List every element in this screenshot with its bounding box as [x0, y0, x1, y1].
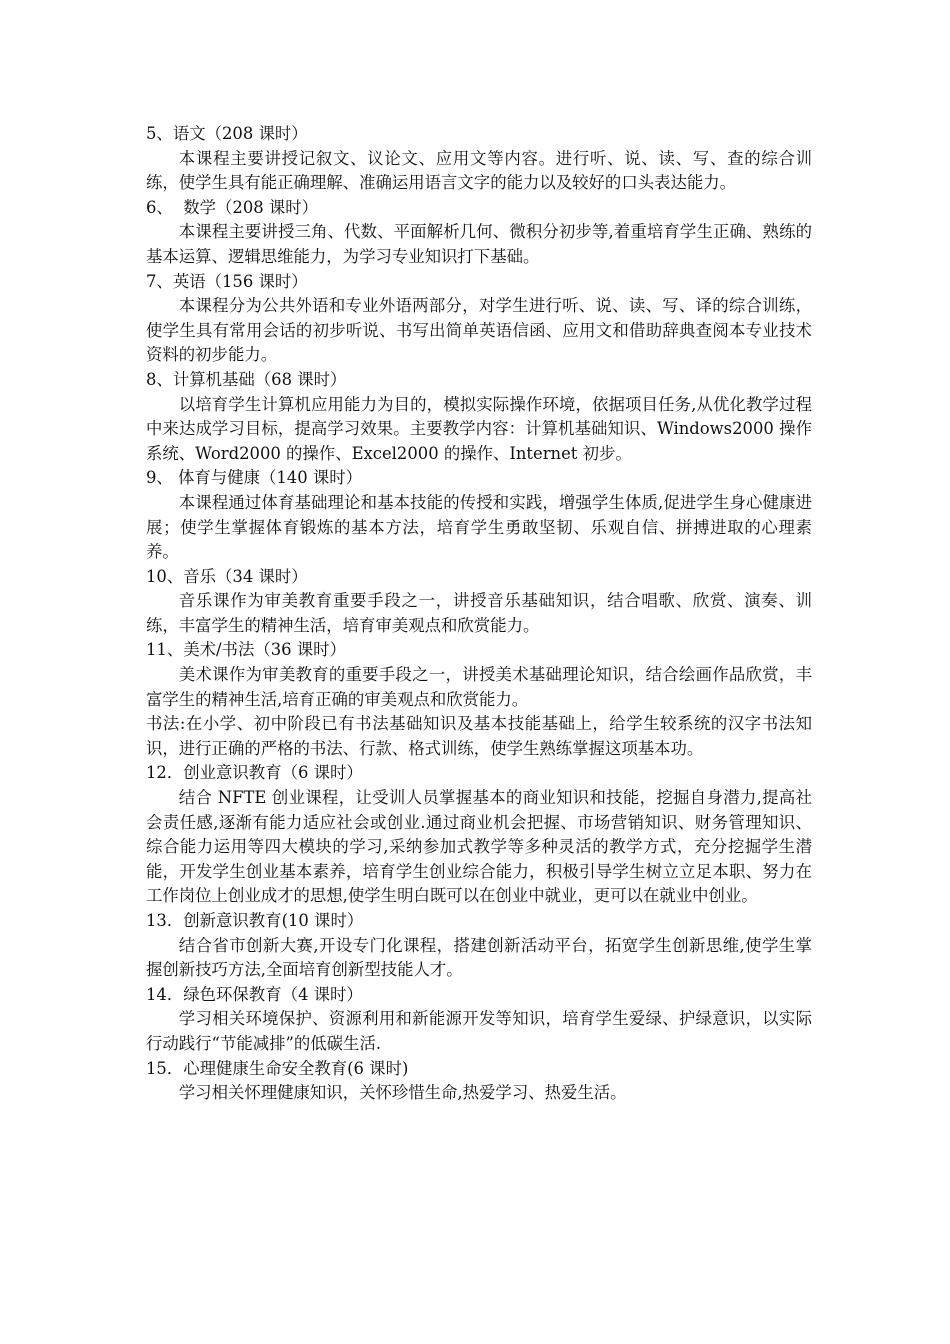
section-body-art: 美术课作为审美教育的重要手段之一，讲授美术基础理论知识，结合绘画作品欣赏，丰富学生的精神生活,培育正确的审美观点和欣赏能力。 — [146, 665, 812, 709]
section-heading-art: 11、美术/书法（36 课时） — [146, 640, 346, 660]
section-body-math: 本课程主要讲授三角、代数、平面解析几何、微积分初步等,着重培育学生正确、熟练的基本运算、逻辑思维能力，为学习专业知识打下基础。 — [146, 222, 812, 266]
section-body-calligraphy: 书法:在小学、初中阶段已有书法基础知识及基本技能基础上，给学生较系统的汉字书法知识，进行正确的严格的书法、行款、格式训练，使学生熟练掌握这项基本功。 — [146, 714, 812, 758]
section-body-pe: 本课程通过体育基础理论和基本技能的传授和实践，增强学生体质,促进学生身心健康进展；使学生掌握体育锻炼的基本方法，培育学生勇敢坚韧、乐观自信、拼搏进取的心理素养。 — [146, 492, 812, 562]
section-heading-music: 10、音乐（34 课时） — [146, 566, 308, 586]
section-heading-computer: 8、计算机基础（68 课时） — [146, 369, 347, 389]
section-body-english: 本课程分为公共外语和专业外语两部分，对学生进行听、说、读、写、译的综合训练，使学生具有常用会话的初步听说、书写出简单英语信函、应用文和借助辞典查阅本专业技术资料的初步能力。 — [146, 296, 812, 365]
section-heading-innovation: 13．创新意识教育(10 课时） — [146, 911, 364, 930]
section-heading-chinese: 5、语文（208 课时） — [146, 124, 308, 143]
section-body-environment: 学习相关环境保护、资源利用和新能源开发等知识，培育学生爱绿、护绿意识，以实际行动践行“节能减排”的低碳生活. — [146, 1009, 812, 1053]
section-heading-entrepreneurship: 12．创业意识教育（6 课时） — [146, 763, 363, 783]
section-heading-pe: 9、 体育与健康（140 课时） — [146, 468, 363, 488]
section-body-computer: 以培育学生计算机应用能力为目的，模拟实际操作环境，依据项目任务,从优化教学过程中来达成学习目标，提高学习效果。主要教学内容：计算机基础知识、Windows2000 操作系统、Word2000 的操作、Excel2000 的操作、Internet 初步。 — [146, 394, 812, 463]
section-body-innovation: 结合省市创新大赛,开设专门化课程，搭建创新活动平台，拓宽学生创新思维,使学生掌握创新技巧方法,全面培育创新型技能人才。 — [146, 935, 812, 980]
section-body-entrepreneurship: 结合 NFTE 创业课程，让受训人员掌握基本的商业知识和技能，挖掘自身潜力,提高社会责任感,逐渐有能力适应社会或创业.通过商业机会把握、市场营销知识、财务管理知识、综合能力运用等四大模块的学习,采纳参加式教学等多种灵活的教学方式，充分挖掘学生潜能，开发学生创业基本素养，培育学生创业综合能力，积极引导学生树立立足本职、努力在工作岗位上创业成才的思想,使学生明白既可以在创业中就业，更可以在就业中创业。 — [146, 788, 812, 906]
section-heading-mental-health: 15．心理健康生命安全教育(6 课时) — [146, 1058, 409, 1078]
section-body-music: 音乐课作为审美教育重要手段之一，讲授音乐基础知识，结合唱歌、欣赏、演奏、训练，丰富学生的精神生活，培育审美观点和欣赏能力。 — [146, 591, 812, 635]
document-page — [146, 122, 812, 1106]
section-body-mental-health: 学习相关怀理健康知识，关怀珍惜生命,热爱学习、热爱生活。 — [178, 1083, 627, 1103]
section-heading-environment: 14．绿色环保教育（4 课时） — [146, 984, 363, 1004]
section-heading-english: 7、英语（156 课时） — [146, 271, 308, 291]
section-body-chinese: 本课程主要讲授记叙文、议论文、应用文等内容。进行听、说、读、写、查的综合训练，使学生具有能正确理解、准确运用语言文字的能力以及较好的口头表达能力。 — [146, 148, 812, 193]
section-heading-math: 6、 数学（208 课时） — [146, 197, 319, 217]
